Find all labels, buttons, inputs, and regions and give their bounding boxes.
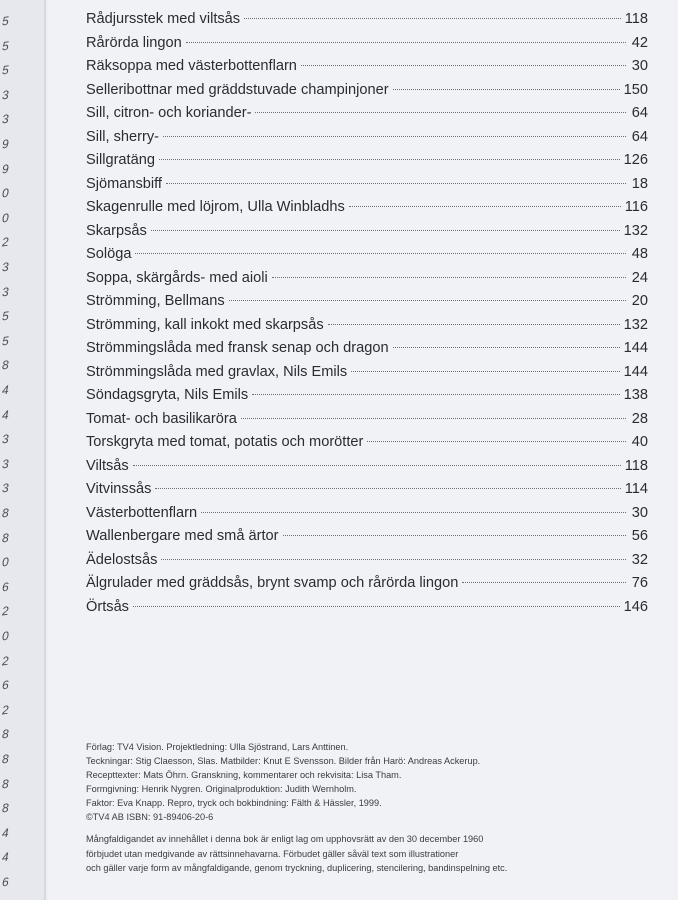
index-entry-title: Sjömansbiff [86,175,162,192]
dot-leader [283,535,627,536]
index-entry-title: Räksoppa med västerbottenflarn [86,58,297,74]
index-entry-title: Strömming, kall inkokt med skarpsås [86,316,324,333]
index-entry-title: Torskgryta med tomat, potatis och morötter [86,434,364,450]
index-entry-page: 40 [631,434,648,450]
facing-page-number: 2 [2,603,9,619]
index-entry-page: 144 [623,340,648,356]
index-entry-page: 116 [624,199,648,215]
facing-page-number: 6 [2,579,9,595]
index-entry [86,267,648,291]
index-entry-page: 126 [623,152,648,168]
facing-page-number: 5 [2,333,9,349]
facing-page-number: 5 [2,308,9,324]
index-entry-title: Skagenrulle med löjrom, Ulla Winbladhs [86,199,345,215]
index-entry [86,173,648,197]
facing-page-number: 8 [2,530,9,546]
index-entry-page: 76 [631,575,648,591]
index-entry-title: Vitvinssås [86,481,152,497]
index-entry [86,337,648,361]
dot-leader [349,206,621,207]
colophon [86,740,606,825]
index-entry [86,525,648,549]
facing-page-number: 2 [2,234,9,250]
index-entry-page: 132 [623,222,648,239]
facing-page-number: 8 [2,751,9,767]
facing-page-number: 4 [2,382,9,398]
index-entry-title: Rådjursstek med viltsås [86,11,241,27]
index-entry-page: 64 [631,128,648,145]
facing-page-edge [0,0,46,900]
index-entry [86,32,648,56]
recipe-index [86,8,648,619]
index-entry-page: 150 [623,81,648,98]
index-entry-page: 138 [623,387,648,403]
facing-page-number: 4 [2,825,9,841]
index-entry [86,8,648,32]
dot-leader [201,512,626,513]
dot-leader [272,277,626,278]
index-entry-page: 48 [631,246,648,262]
facing-page-number: 0 [2,554,9,570]
facing-page-number: 3 [2,111,9,127]
index-entry [86,55,648,79]
facing-page-number: 9 [2,161,9,177]
index-entry-title: Västerbottenflarn [86,504,198,521]
dot-leader [351,371,619,372]
index-entry [86,431,648,455]
facing-page-number: 8 [2,726,9,742]
index-entry [86,361,648,385]
colophon-line: Teckningar: Stig Claesson, Slas. Matbilder: Knut E Svensson. Bilder från Harö: Andreas Ackerup. [86,756,481,767]
dot-leader [229,300,626,301]
facing-page-number: 0 [2,185,9,201]
facing-page-number: 8 [2,357,9,373]
index-entry-title: Wallenbergare med små ärtor [86,528,279,544]
index-entry [86,196,648,220]
dot-leader [133,465,621,466]
facing-page-number: 0 [2,628,9,644]
dot-leader [155,488,620,489]
index-entry [86,220,648,244]
index-entry-page: 144 [623,363,648,380]
facing-page-number: 0 [2,210,9,226]
facing-page-number: 5 [2,13,9,29]
facing-page-number: 4 [2,407,9,423]
facing-page-number: 6 [2,677,9,693]
dot-leader [393,89,620,90]
facing-page-number: 4 [2,849,9,865]
index-entry [86,572,648,596]
index-entry [86,149,648,173]
index-entry-page: 132 [623,316,648,333]
facing-page-number: 3 [2,431,9,447]
index-entry-page: 28 [631,410,648,427]
dot-leader [255,112,626,113]
index-entry [86,126,648,150]
facing-page-number: 3 [2,480,9,496]
index-entry-page: 32 [631,551,648,568]
index-entry-page: 42 [631,34,648,51]
index-entry-title: Strömming, Bellmans [86,293,225,309]
colophon-line: Recepttexter: Mats Öhrn. Granskning, kommentarer och rekvisita: Lisa Tham. [86,770,402,781]
index-entry-page: 146 [623,598,648,615]
facing-page-number: 5 [2,38,9,54]
index-entry [86,596,648,620]
facing-page-number: 3 [2,456,9,472]
index-entry-page: 64 [631,105,648,121]
dot-leader [328,324,620,325]
copyright-notice [86,832,606,876]
index-entry-page: 114 [624,481,648,497]
index-entry-title: Solöga [86,246,132,262]
dot-leader [166,183,626,184]
index-entry-title: Strömmingslåda med fransk senap och dragon [86,340,389,356]
index-entry [86,384,648,408]
index-entry [86,314,648,338]
dot-leader [135,253,626,254]
index-entry-title: Viltsås [86,457,129,474]
facing-page-number: 2 [2,653,9,669]
index-entry [86,455,648,479]
colophon-line: ©TV4 AB ISBN: 91-89406-20-6 [86,812,214,823]
dot-leader [393,347,620,348]
facing-page-number: 8 [2,776,9,792]
index-entry-title: Strömmingslåda med gravlax, Nils Emils [86,363,348,380]
index-entry-title: Tomat- och basilikaröra [86,410,237,427]
index-entry [86,549,648,573]
index-entry [86,79,648,103]
index-entry-title: Söndagsgryta, Nils Emils [86,387,249,403]
index-entry-title: Rårörda lingon [86,34,182,51]
dot-leader [252,394,619,395]
facing-page-number: 2 [2,702,9,718]
copyright-line: och gäller varje form av mångfaldigande, genom tryckning, duplicering, stencilering, bandinspelning etc. [86,863,508,873]
index-entry [86,243,648,267]
index-entry [86,102,648,126]
index-entry-title: Älgrulader med gräddsås, brynt svamp och rårörda lingon [86,575,459,591]
index-entry [86,478,648,502]
book-page [48,0,678,900]
facing-page-number: 9 [2,136,9,152]
index-entry-page: 30 [631,58,648,74]
facing-page-number: 8 [2,505,9,521]
facing-page-number: 3 [2,284,9,300]
index-entry-page: 118 [624,457,648,474]
index-entry [86,408,648,432]
dot-leader [241,418,626,419]
index-entry-title: Selleribottnar med gräddstuvade champinjoner [86,81,389,98]
colophon-line: Förlag: TV4 Vision. Projektledning: Ulla Sjöstrand, Lars Anttinen. [86,742,349,752]
facing-page-number: 3 [2,87,9,103]
index-entry-title: Örtsås [86,598,129,615]
index-entry-page: 18 [631,175,648,192]
dot-leader [244,18,621,19]
dot-leader [367,441,626,442]
facing-page-number: 6 [2,874,9,890]
index-entry-title: Skarpsås [86,222,147,239]
dot-leader [186,42,626,43]
colophon-line: Formgivning: Henrik Nygren. Originalproduktion: Judith Wernholm. [86,784,357,795]
copyright-line: Mångfaldigandet av innehållet i denna bok är enligt lag om upphovsrätt av den 30 december 1960 [86,834,484,844]
index-entry-title: Sill, sherry- [86,128,159,145]
index-entry [86,502,648,526]
dot-leader [301,65,626,66]
index-entry-page: 56 [631,528,648,544]
index-entry-title: Soppa, skärgårds- med aioli [86,269,268,286]
dot-leader [133,606,620,607]
facing-page-number: 5 [2,62,9,78]
dot-leader [462,582,626,583]
copyright-line: förbjudet utan medgivande av rättsinnehavarna. Förbudet gäller såväl text som illustrationer [86,848,459,859]
index-entry-page: 20 [631,293,648,309]
index-entry [86,290,648,314]
dot-leader [159,159,620,160]
facing-page-number: 3 [2,259,9,275]
index-entry-title: Sillgratäng [86,152,155,168]
index-entry-page: 118 [624,11,648,27]
colophon-line: Faktor: Eva Knapp. Repro, tryck och bokbindning: Fälth & Hässler, 1999. [86,798,382,809]
index-entry-title: Sill, citron- och koriander- [86,105,252,121]
facing-page-number: 8 [2,800,9,816]
index-entry-title: Ädelostsås [86,551,158,568]
index-entry-page: 30 [631,504,648,521]
index-entry-page: 24 [631,269,648,286]
dot-leader [163,136,626,137]
dot-leader [161,559,626,560]
dot-leader [151,230,620,231]
